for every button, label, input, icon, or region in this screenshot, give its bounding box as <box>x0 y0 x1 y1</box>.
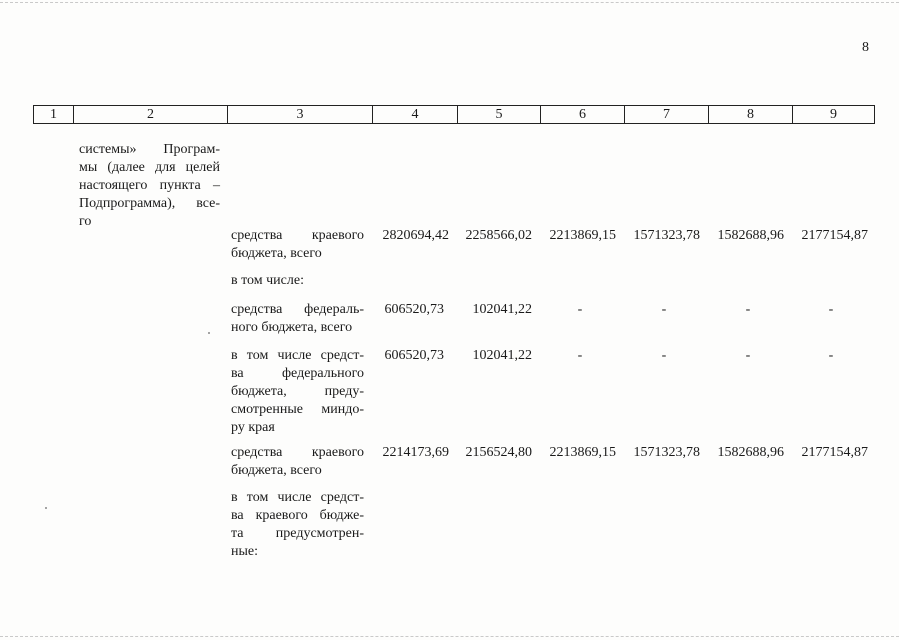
dash-cell: - <box>828 348 834 363</box>
column-number-9: 9 <box>793 106 875 124</box>
value-cell: 102041,22 <box>472 302 532 317</box>
column-number-7: 7 <box>625 106 709 124</box>
subprogram-line: системы» Програм- <box>79 142 220 157</box>
value-cell: 2213869,15 <box>549 445 616 460</box>
value-cell: 2820694,42 <box>382 228 449 243</box>
row-label-line: смотренные миндо- <box>231 402 364 417</box>
row-label-line: средства краевого <box>231 445 364 460</box>
row-label-line: та предусмотрен- <box>231 526 364 541</box>
value-cell: 2177154,87 <box>801 228 868 243</box>
row-label-line: средства федераль- <box>231 302 364 317</box>
dash-cell: - <box>661 302 667 317</box>
scan-edge-bottom <box>0 636 899 637</box>
column-number-2: 2 <box>74 106 228 124</box>
value-cell: 102041,22 <box>472 348 532 363</box>
column-number-3: 3 <box>228 106 373 124</box>
row-label-line: бюджета, преду- <box>231 384 364 399</box>
value-cell: 2177154,87 <box>801 445 868 460</box>
subprogram-line: Подпрограмма), все- <box>79 196 220 211</box>
row-label-line: ного бюджета, всего <box>231 320 353 335</box>
dash-cell: - <box>745 348 751 363</box>
row-label-including <box>231 272 364 290</box>
row-label-line: в том числе средст- <box>231 490 364 505</box>
column-number-8: 8 <box>709 106 793 124</box>
row-label-regional-budget-total <box>231 227 364 263</box>
scan-speck <box>208 332 210 334</box>
value-cell: 2258566,02 <box>465 228 532 243</box>
row-label-line: бюджета, всего <box>231 463 322 478</box>
subprogram-description <box>79 141 220 231</box>
column-number-4: 4 <box>373 106 458 124</box>
row-label-line: ные: <box>231 544 259 559</box>
scan-edge-top <box>0 2 899 3</box>
row-label-federal-funds-ministry <box>231 347 364 437</box>
dash-cell: - <box>828 302 834 317</box>
dash-cell: - <box>745 302 751 317</box>
value-cell: 2214173,69 <box>382 445 449 460</box>
column-number-6: 6 <box>541 106 625 124</box>
row-label-line: ва федерального <box>231 366 364 381</box>
value-cell: 2213869,15 <box>549 228 616 243</box>
row-label-federal-budget-total <box>231 301 364 337</box>
row-label-line: бюджета, всего <box>231 246 322 261</box>
row-label-regional-budget-total-2 <box>231 444 364 480</box>
row-label-line: ва краевого бюдже- <box>231 508 364 523</box>
dash-cell: - <box>661 348 667 363</box>
value-cell: 606520,73 <box>384 302 444 317</box>
value-cell: 1571323,78 <box>633 228 700 243</box>
dash-cell: - <box>577 302 583 317</box>
page-number: 8 <box>862 40 869 55</box>
column-number-header <box>33 105 875 124</box>
row-label-line: ру края <box>231 420 275 435</box>
subprogram-line: го <box>79 214 92 229</box>
scan-speck <box>45 507 47 509</box>
row-label-line: средства краевого <box>231 228 364 243</box>
value-cell: 606520,73 <box>384 348 444 363</box>
value-cell: 1571323,78 <box>633 445 700 460</box>
row-label-regional-funds-provided <box>231 489 364 561</box>
column-number-5: 5 <box>458 106 541 124</box>
row-label-line: в том числе: <box>231 273 304 288</box>
row-label-line: в том числе средст- <box>231 348 364 363</box>
column-number-1: 1 <box>34 106 74 124</box>
value-cell: 2156524,80 <box>465 445 532 460</box>
subprogram-line: мы (далее для целей <box>79 160 220 175</box>
value-cell: 1582688,96 <box>717 445 784 460</box>
dash-cell: - <box>577 348 583 363</box>
subprogram-line: настоящего пункта – <box>79 178 220 193</box>
value-cell: 1582688,96 <box>717 228 784 243</box>
